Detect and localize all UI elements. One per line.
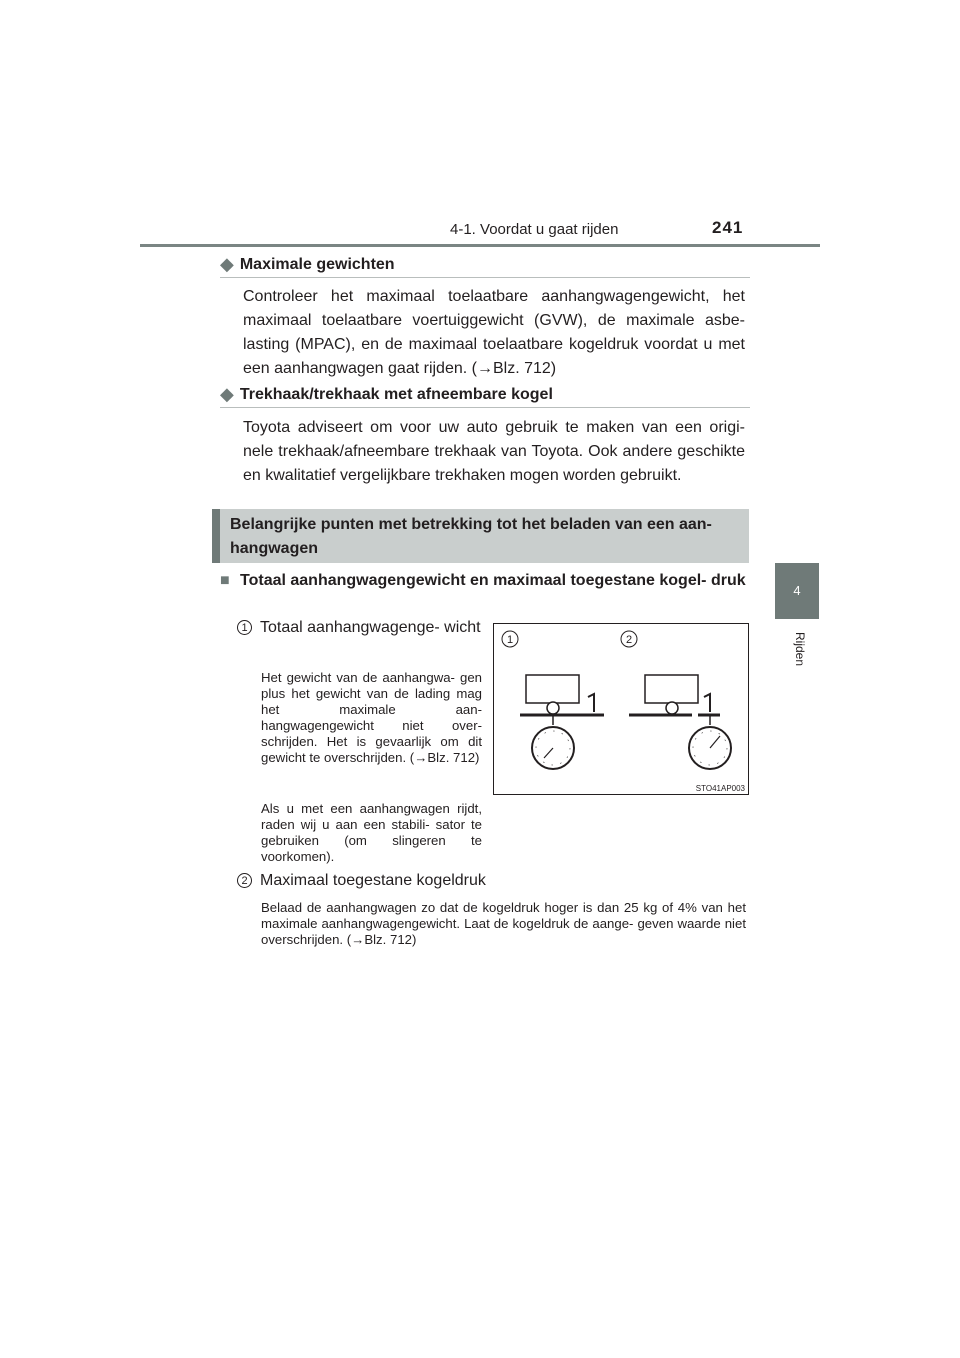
heading-underline xyxy=(220,407,750,408)
running-header-section: 4-1. Voordat u gaat rijden xyxy=(450,221,619,238)
item-title: Maximaal toegestane kogeldruk xyxy=(260,872,486,889)
tow-hook-right xyxy=(704,694,710,712)
heading-trekhaak xyxy=(220,384,750,405)
subsection-heading-text: Totaal aanhangwagengewicht en maximaal toegestane kogel- druk xyxy=(240,572,746,589)
trailer-body-left xyxy=(526,675,579,703)
chapter-label: Rijden xyxy=(793,632,807,667)
trailer-wheel-left xyxy=(547,702,559,714)
trailer-wheel-right xyxy=(666,702,678,714)
trailer-body-right xyxy=(645,675,698,703)
subsection-heading xyxy=(220,569,750,593)
callout-2-label: 2 xyxy=(625,634,633,646)
page-number: 241 xyxy=(712,218,744,237)
header-rule xyxy=(140,244,820,247)
trailer-weight-illustration xyxy=(493,623,749,795)
diamond-icon: ◆ xyxy=(220,384,234,404)
callout-1-label: 1 xyxy=(506,634,514,646)
item-note: Als u met een aanhangwagen rijdt, raden wij u aan een stabili- sator te gebruiken (om slingeren te voorkomen). xyxy=(261,801,482,864)
figure-code: STO41AP003 xyxy=(695,784,745,793)
diamond-icon: ◆ xyxy=(220,254,234,274)
section-title-box: Belangrijke punten met betrekking tot het beladen van een aan- hangwagen xyxy=(212,509,749,563)
paragraph-maximale-gewichten: Controleer het maximaal toelaatbare aanhangwagengewicht, het maximaal toelaatbare voertuiggewicht (GVW), de maximale asbe- lasting (MPAC), en de maximaal toelaatbare kogeldruk voordat u met een aanhangwagen gaat rijden. (→Blz. 712) xyxy=(243,288,745,377)
square-bullet-icon: ■ xyxy=(220,572,230,589)
item-number-badge: 1 xyxy=(237,620,252,635)
item-title: Totaal aanhangwagenge- wicht xyxy=(260,619,481,636)
heading-underline xyxy=(220,277,750,278)
chapter-tab: 4 xyxy=(775,563,819,619)
trailer-diagram xyxy=(494,624,750,796)
heading-maximale-gewichten xyxy=(220,254,750,275)
item-number-badge: 2 xyxy=(237,873,252,888)
tow-hook-left xyxy=(588,694,594,712)
item-description: Belaad de aanhangwagen zo dat de kogeldruk hoger is dan 25 kg of 4% van het maximale aanhangwagengewicht. Laat de kogeldruk de aange- geven waarde niet overschrijden. (→Blz. 712) xyxy=(261,900,746,947)
heading-text: Trekhaak/trekhaak met afneembare kogel xyxy=(239,385,553,403)
paragraph-trekhaak: Toyota adviseert om voor uw auto gebruik te maken van een origi- nele trekhaak/afneembare trekhaak van Toyota. Ook andere geschikte en kwalitatief vergelijkbare trekhaken mogen worden gebruikt. xyxy=(243,419,745,484)
item-description: Het gewicht van de aanhangwa- gen plus het gewicht van de lading mag het maximale aan- hangwagengewicht niet over- schrijden. Het is gevaarlijk om dit gewicht te overschrijden. (→Blz. 712) xyxy=(261,670,482,765)
heading-text: Maximale gewichten xyxy=(239,255,395,273)
